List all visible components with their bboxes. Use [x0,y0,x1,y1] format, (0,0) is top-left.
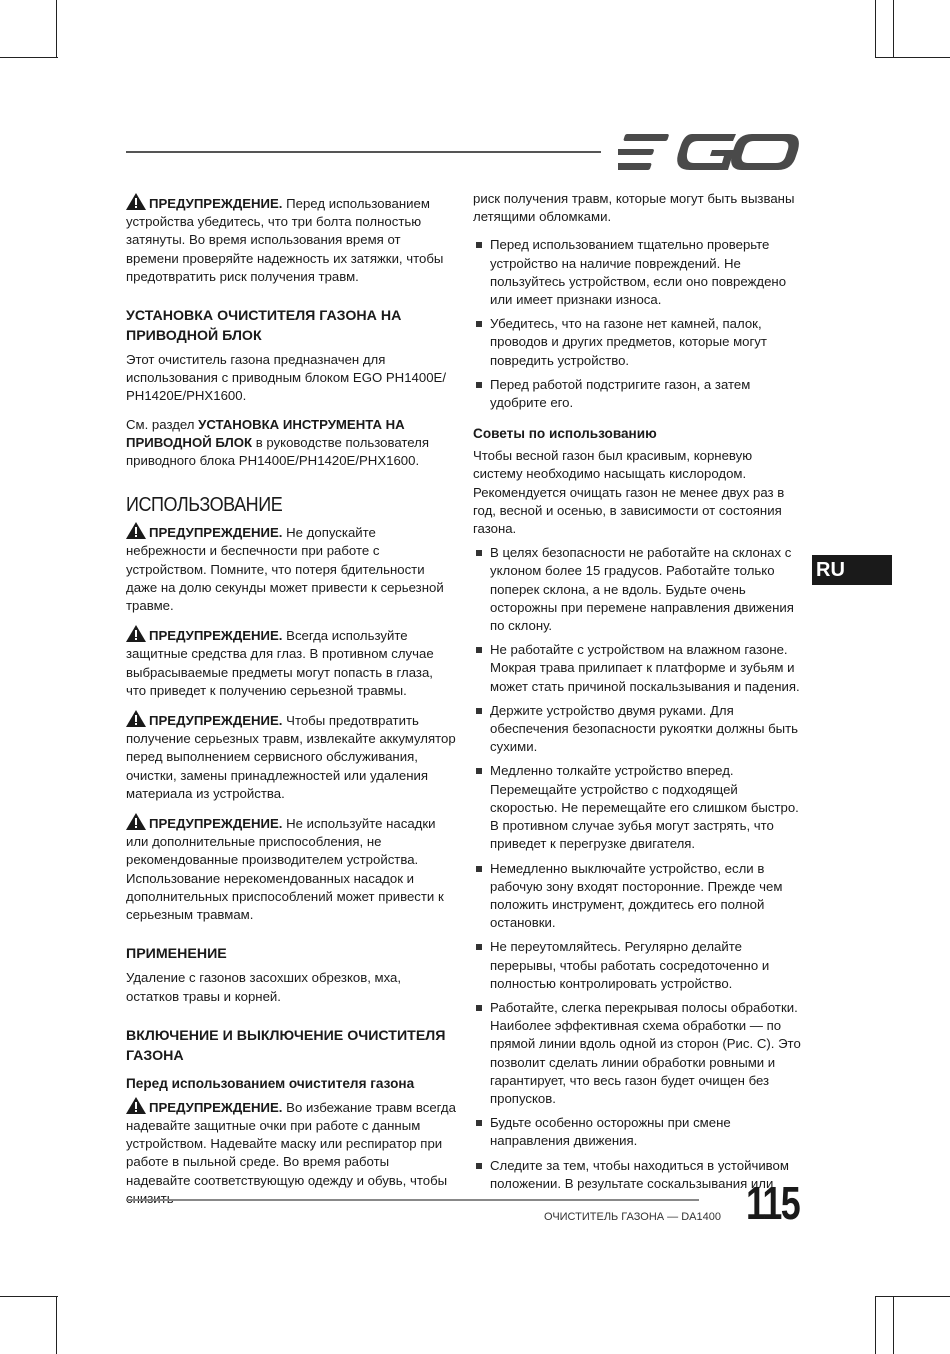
install-reference-paragraph [126,416,456,471]
list-item: Медленно толкайте устройство вперед. Перемещайте устройство с подходящей скоростью. Не перемещайте его слишком быстро. В противном случае зубья могут застрять, что приведет к перегрузке двигателя. [473,762,803,853]
warning-text: Не допускайте небрежности и беспечности при работе с устройством. Помните, что потеря бдительности даже на долю секунды может привести к серьезной травме. [126,525,444,614]
right-column [473,190,803,1199]
warning-paragraph [126,522,456,615]
warning-triangle-icon [126,813,146,830]
warning-triangle-icon [126,522,146,539]
precheck-list [473,236,803,412]
warning-paragraph [126,193,456,286]
footer-doc-title: ОЧИСТИТЕЛЬ ГАЗОНА — DA1400 [544,1211,721,1223]
warning-label: ПРЕДУПРЕЖДЕНИЕ. [149,713,283,729]
crop-mark-tl-h [0,57,58,58]
crop-mark-tl-v [56,0,57,58]
section-heading-use: ИСПОЛЬЗОВАНИЕ [126,494,283,517]
language-tab: RU [812,555,892,585]
ego-logo [618,132,800,172]
crop-mark-tr-v2 [893,0,894,58]
warning-text: Не используйте насадки или дополнительные приспособления, не рекомендованные производителем устройства. Использование нерекомендованных насадок и дополнительных приспособлений может привести к серьезным травмам. [126,816,444,923]
continuation-paragraph: риск получения травм, которые могут быть вызваны летящими обломками. [473,191,795,225]
subheading-before-use: Перед использованием очистителя газона [126,1075,415,1091]
warning-paragraph [126,1097,456,1208]
list-item: Не работайте с устройством на влажном газоне. Мокрая трава прилипает к платформе и зубьям и может стать причиной поскальзывания и падения. [473,641,803,696]
warning-paragraph [126,625,456,700]
section-heading-onoff: ВКЛЮЧЕНИЕ И ВЫКЛЮЧЕНИЕ ОЧИСТИТЕЛЯ ГАЗОНА [126,1027,446,1064]
warning-label: ПРЕДУПРЕЖДЕНИЕ. [149,196,283,211]
warning-triangle-icon [126,193,146,210]
header-rule [126,151,601,153]
warning-text: Чтобы предотвратить получение серьезных травм, извлекайте аккумулятор перед выполнением сервисного обслуживания, очистки, замены принадлежностей или удаления материала из устройства. [126,713,456,801]
subheading-tips: Советы по использованию [473,426,657,442]
application-paragraph: Удаление с газонов засохших обрезков, мха, остатков травы и корней. [126,970,402,1004]
list-item: Не переутомляйтесь. Регулярно делайте перерывы, чтобы работать сосредоточенно и полностью контролировать устройство. [473,938,803,993]
warning-triangle-icon [126,710,146,727]
list-item: Перед работой подстригите газон, а затем удобрите его. [473,376,803,412]
footer-rule [126,1199,699,1201]
list-item: Держите устройство двумя руками. Для обеспечения безопасности рукоятки должны быть сухими. [473,702,803,757]
warning-text: Всегда используйте защитные средства для глаз. В противном случае выбрасываемые предметы могут попасть в глаза, что приведет к получению серьезной травмы. [126,628,434,698]
warning-text: Во избежание травм всегда надевайте защитные очки при работе с данным устройством. Надевайте маску или респиратор при работе в пыльной среде. Во время работы надевайте соответствующую одежду и обувь, чтобы [126,1099,456,1188]
crop-mark-br-v1 [875,1296,876,1354]
list-item: Работайте, слегка перекрывая полосы обработки. Наиболее эффективная схема обработки — по прямой линии вдоль одной из сторон (Рис. C). Это позволит сделать линии обработки ровными и гарантирует, что весь газон будет очищен без пропусков. [473,999,803,1108]
list-item: Перед использованием тщательно проверьте устройство на наличие повреждений. Не пользуйтесь устройством, если оно повреждено или имеет признаки износа. [473,236,803,309]
warning-label: ПРЕДУПРЕЖДЕНИЕ. [149,525,283,541]
tips-intro-paragraph: Чтобы весной газон был красивым, корневую систему необходимо насыщать кислородом. Рекомендуется очищать газон не менее двух раз в год, весной и осенью, в зависимости от состояния газона. [473,448,785,537]
warning-paragraph [126,710,456,803]
warning-label: ПРЕДУПРЕЖДЕНИЕ. [149,816,283,832]
list-item: Следите за тем, чтобы находиться в устойчивом положении. В результате соскальзывания или [473,1157,803,1193]
warning-triangle-icon [126,625,146,642]
section-heading-application: ПРИМЕНЕНИЕ [126,946,227,963]
crop-mark-br-h [875,1296,950,1297]
crop-mark-tr-v1 [875,0,876,58]
warning-triangle-icon [126,1097,146,1114]
warning-paragraph [126,813,456,924]
list-item: Будьте особенно осторожны при смене направления движения. [473,1114,803,1150]
warning-label: ПРЕДУПРЕЖДЕНИЕ. [149,1099,283,1115]
list-item: Немедленно выключайте устройство, если в рабочую зону входят посторонние. Прежде чем положить инструмент, дождитесь его полной остановки. [473,860,803,933]
tips-list [473,544,803,1193]
crop-mark-bl-h [0,1296,58,1297]
ref-text-bold: УСТАНОВКА ИНСТРУМЕНТА НА ПРИВОДНОЙ БЛОК [126,416,405,450]
warning-label: ПРЕДУПРЕЖДЕНИЕ. [149,628,283,644]
ref-text-a: См. раздел [126,416,199,432]
warning-text: Перед использованием устройства убедитесь, что три болта полностью затянуты. Во время использования время от времени проверяйте надежность их затяжки, чтобы предотвратить риск получения травм. [126,196,444,284]
list-item: Убедитесь, что на газоне нет камней, палок, проводов и других предметов, которые могут повредить устройство. [473,315,803,370]
crop-mark-bl-v [56,1296,57,1354]
crop-mark-br-v2 [893,1296,894,1354]
left-column [126,193,456,1218]
list-item: В целях безопасности не работайте на склонах с уклоном более 15 градусов. Работайте только поперек склона, а не вдоль. Будьте очень осторожны при перемене направления движения по склону. [473,544,803,635]
page-number: 115 [746,1177,800,1229]
crop-mark-tr-h [875,57,950,58]
section-heading-install: УСТАНОВКА ОЧИСТИТЕЛЯ ГАЗОНА НА ПРИВОДНОЙ БЛОК [126,308,402,345]
ref-text-b: в руководстве пользователя приводного блока PH1400E/PH1420E/PHX1600. [126,434,430,469]
install-paragraph: Этот очиститель газона предназначен для использования с приводным блоком EGO PH1400E/ PH1420E/PHX1600. [126,352,446,404]
